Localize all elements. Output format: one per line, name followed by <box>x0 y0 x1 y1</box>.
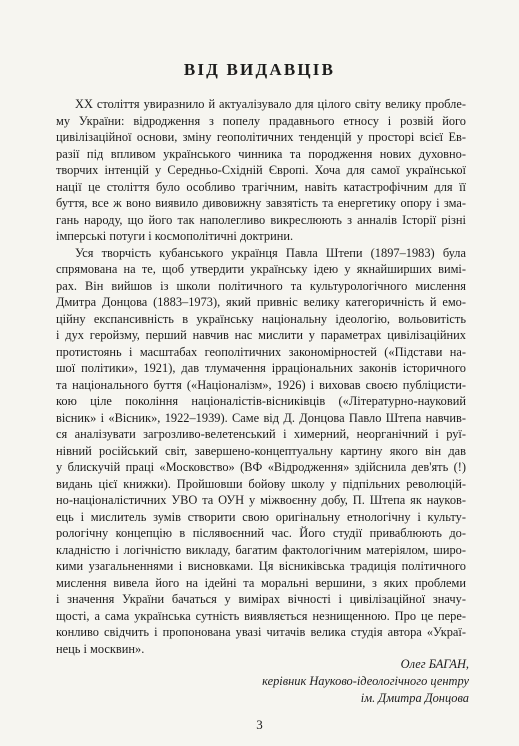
text-line: рологічну концепцію в післявоєнний час. Його студії приваблюють до- <box>56 526 466 540</box>
text-line: вісник» і «Вісник», 1922–1939). Саме від Д. Донцова Павло Штепа навчив- <box>56 410 466 425</box>
text-line: видань цієї книжки). Пройшовши бойову школу у підпільних революцій- <box>56 476 466 491</box>
author-org: ім. Дмитра Донцова <box>360 691 469 705</box>
text-line: у блискучій праці «Московство» (ВФ «Відродження» здійснила дев'ять (!) <box>56 460 466 474</box>
text-line: мислення вивела його на ідейні та моральні вершини, з яких проблеми <box>56 575 466 590</box>
text-line: цивілізаційної основи, зміну геополітичних тенденцій у просторі всієї Ев- <box>56 130 466 144</box>
signature-block <box>262 656 469 707</box>
text-line: гань народу, що його так наполегливо викреслюють з анналів Історії різні <box>56 212 466 227</box>
text-line: ційну експансивність в українську національну ідеологію, вольовитість <box>56 311 466 326</box>
text-line: конливо свідчить і пропонована увазі читачів велика студія автора «Украї- <box>56 625 466 639</box>
text-line: XX століття увиразнило й актуалізувало для цілого світу велику пробле- <box>75 97 466 111</box>
text-line: буття, все ж воно виявило дивовижну завзятість та енергетику опору і зма- <box>56 196 466 210</box>
text-line: та національного буття («Націоналізм», 1926) і виховав своєю публіцисти- <box>56 377 466 392</box>
text-line: і дух геройзму, перший навчив нас мислити у параметрах цивілізаційних <box>56 328 466 342</box>
text-line: Дмитра Донцова (1883–1973), який привніс велику категоричність й емо- <box>56 295 466 309</box>
text-line: му України: відродження з попелу прадавнього етносу і розвій його <box>56 113 466 128</box>
text-line: нець і москвин». <box>56 641 145 656</box>
text-line: разії під впливом українського чинника та породження нових духовно- <box>56 146 466 161</box>
text-line: но-націоналістичних УВО та ОУН у міжвоєнну добу, П. Штепа як науков- <box>56 493 466 507</box>
text-line: нівний російський світ, завершено-концептуальну картину якого він дав <box>56 443 466 458</box>
text-line: ся аналізувати загрозливо-велетенський і химерний, неорганічний і руї- <box>56 427 466 441</box>
paragraph-2 <box>56 245 466 658</box>
text-line: кладністю і логічністю викладу, багатим фактологічним матеріялом, широ- <box>56 542 466 557</box>
page-number: 3 <box>256 717 263 732</box>
text-line: щості, а сама українська сутність виявляється незнищенною. Про це пере- <box>56 608 466 623</box>
author-name: Олег БАГАН, <box>400 657 469 671</box>
text-line: рах. Він вийшов із школи політичного та культурологічного мислення <box>56 278 466 293</box>
text-line: протистоянь і масштабах геополітичних закономірностей («Підстави на- <box>56 344 466 359</box>
text-line: ець і мислитель зумів створити свою оригінальну етнологічну і культу- <box>56 509 466 524</box>
text-line: шої політики», 1921), дав тлумачення ірраціональних законів історичного <box>56 361 466 375</box>
text-line: імперські потуги і космополітичні доктрини. <box>56 229 294 243</box>
text-line: і значення України бачаться у вимірах вічності і цивілізаційної значу- <box>56 592 466 606</box>
text-line: кими узагальненнями і висновками. Ця вісниківська традиція політичного <box>56 559 466 573</box>
text-line: Уся творчість кубанського українця Павла Штепи (1897–1983) була <box>75 245 466 260</box>
body-text <box>56 96 466 657</box>
text-line: кою ціле покоління націоналістів-вісниківців («Літературно-науковий <box>56 394 466 408</box>
text-line: спрямована на те, щоб утвердити українську ідею у якнайширших вимі- <box>56 262 466 276</box>
text-line: нації це століття було особливо трагічним, навіть катастрофічним для її <box>56 179 466 194</box>
page-title: ВІД ВИДАВЦІВ <box>183 60 336 79</box>
text-line: творчих інтенцій у Середньо-Східній Європі. Хоча для самої української <box>56 163 466 177</box>
author-role: керівник Науково-ідеологічного центру <box>262 674 469 688</box>
paragraph-1 <box>56 96 466 245</box>
